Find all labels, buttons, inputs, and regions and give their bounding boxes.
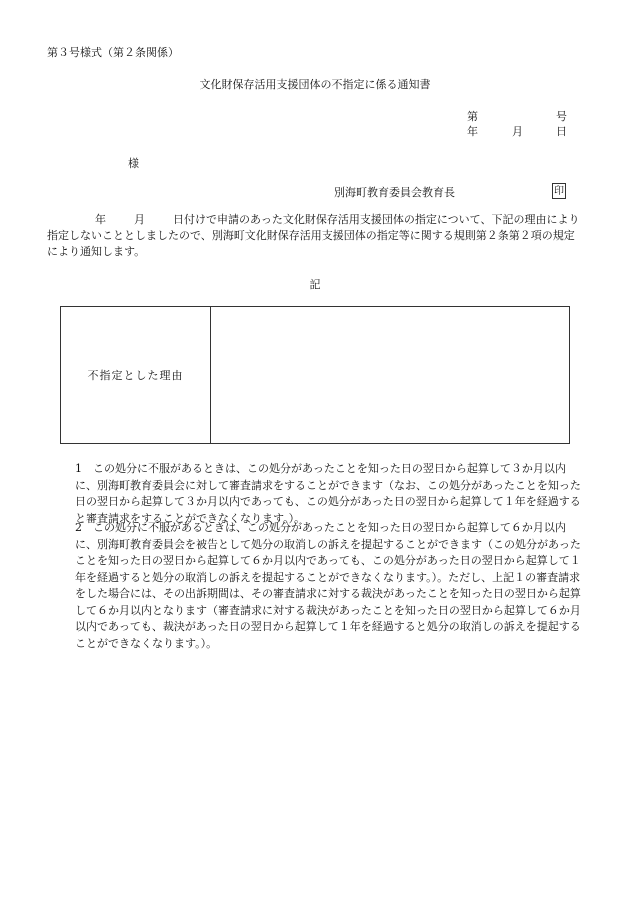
note-item xyxy=(75,461,585,527)
note-item xyxy=(75,520,585,652)
reason-table xyxy=(60,306,570,444)
document-number-label: 第 xyxy=(467,110,478,123)
seal-stamp-box: 印 xyxy=(552,183,566,199)
document-number-suffix: 号 xyxy=(556,110,567,123)
date-year-label: 年 xyxy=(467,125,478,138)
reason-label: 不指定とした理由 xyxy=(87,369,184,382)
note-text: この処分に不服があるときは、この処分があったことを知った日の翌日から起算して６か月以内に、別海町教育委員会を被告として処分の取消しの訴えを提起することができます（この処分があったことを知った日の翌日から起算して６か月以内であっても、この処分があった日の翌日から起算して１年を経過すると処分の取消しの訴えを提起することができなくなります。）。ただし、上記１の審査請求をした場合には、その出訴期間は、その審査請求に対する裁決があったことを知った日の翌日から起算して６か月以内となります（審査請求に対する裁決があったことを知った日の翌日から起算して６か月以内であっても、裁決があった日の翌日から起算して１年を経過すると処分の取消しの訴えを提起することができなくなります。）。 xyxy=(75,521,581,650)
recipient-honorific: 様 xyxy=(128,157,139,170)
reason-value-cell xyxy=(211,307,569,443)
body-month-label: 月 xyxy=(134,213,145,226)
date-day-label: 日 xyxy=(556,125,567,138)
body-year-label: 年 xyxy=(95,213,106,226)
note-number: 2 xyxy=(75,521,82,534)
issuer-name: 別海町教育委員会教育長 xyxy=(334,186,455,199)
form-number: 第３号様式（第２条関係） xyxy=(47,46,179,59)
date-month-label: 月 xyxy=(512,125,523,138)
note-number: 1 xyxy=(75,462,82,475)
reason-label-cell xyxy=(61,307,211,443)
ki-heading: 記 xyxy=(309,278,321,291)
body-text: 日付けで申請のあった文化財保存活用支援団体の指定について、下記の理由により指定しないこととしましたので、別海町文化財保存活用支援団体の指定等に関する規則第２条第２項の規定により通知します。 xyxy=(47,213,580,258)
notice-body xyxy=(47,212,583,260)
note-text: この処分に不服があるときは、この処分があったことを知った日の翌日から起算して３か月以内に、別海町教育委員会に対して審査請求をすることができます（なお、この処分があったことを知った日の翌日から起算して３か月以内であっても、この処分があった日の翌日から起算して１年を経過すると審査請求をすることができなくなります。）。 xyxy=(75,462,581,525)
document-title: 文化財保存活用支援団体の不指定に係る通知書 xyxy=(199,78,431,91)
